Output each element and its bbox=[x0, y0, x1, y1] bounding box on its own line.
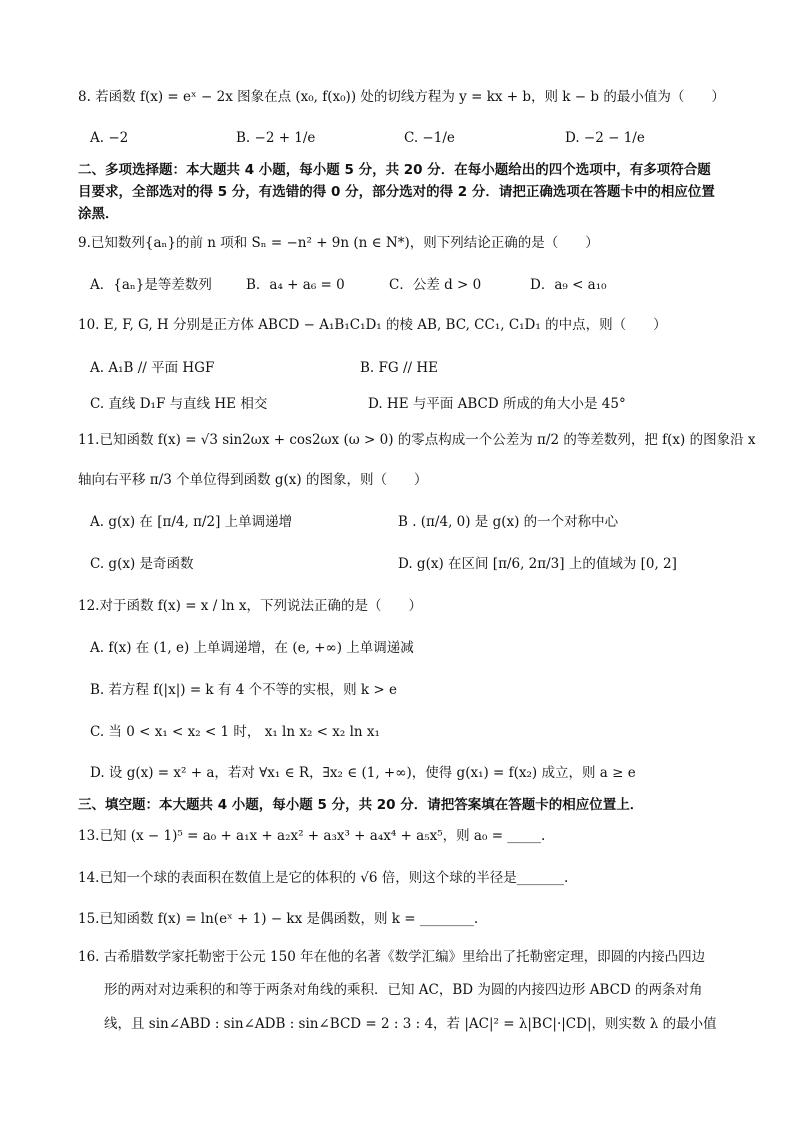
q8-option-b: B. −2 + 1/e bbox=[236, 130, 316, 146]
q11-option-b: B . (π/4, 0) 是 g(x) 的一个对称中心 bbox=[398, 514, 619, 530]
q9-option-d: D．a₉ < a₁₀ bbox=[530, 277, 607, 293]
q9-stem: 9.已知数列{aₙ}的前 n 项和 Sₙ = −n² + 9n (n ∈ N*)，则下列结论正确的是（ ） bbox=[78, 235, 599, 251]
q8-option-c: C. −1/e bbox=[404, 130, 455, 146]
section2-heading-line3: 涂黑． bbox=[78, 206, 119, 222]
q11-option-c: C. g(x) 是奇函数 bbox=[90, 556, 194, 572]
q14-stem: 14.已知一个球的表面积在数值上是它的体积的 √6 倍，则这个球的半径是_______. bbox=[78, 870, 569, 886]
section2-heading-line2: 目要求，全部选对的得 5 分，有选错的得 0 分，部分选对的得 2 分．请把正确选项在答题卡中的相应位置 bbox=[78, 184, 715, 200]
section2-heading-line1: 二、多项选择题：本大题共 4 小题，每小题 5 分，共 20 分．在每小题给出的四个选项中，有多项符合题 bbox=[78, 162, 711, 178]
q12-option-d: D. 设 g(x) = x² + a，若对 ∀x₁ ∈ R，∃x₂ ∈ (1, +∞)，使得 g(x₁) = f(x₂) 成立，则 a ≥ e bbox=[90, 765, 636, 781]
q12-option-c: C. 当 0 < x₁ < x₂ < 1 时， x₁ ln x₂ < x₂ ln x₁ bbox=[90, 724, 380, 740]
q11-stem-line2: 轴向右平移 π/3 个单位得到函数 g(x) 的图象，则（ ） bbox=[78, 472, 428, 488]
q11-option-d: D. g(x) 在区间 [π/6, 2π/3] 上的值域为 [0, 2] bbox=[398, 556, 677, 572]
q16-line1: 16. 古希腊数学家托勒密于公元 150 年在他的名著《数学汇编》里给出了托勒密定理，即圆的内接凸四边 bbox=[78, 949, 706, 965]
q12-option-b: B. 若方程 f(|x|) = k 有 4 个不等的实根，则 k > e bbox=[90, 682, 397, 698]
q15-stem: 15.已知函数 f(x) = ln(eˣ + 1) − kx 是偶函数，则 k = ________. bbox=[78, 911, 479, 927]
q12-option-a: A. f(x) 在 (1, e) 上单调递增，在 (e, +∞) 上单调递减 bbox=[90, 640, 414, 656]
q11-stem-line1: 11.已知函数 f(x) = √3 sin2ωx + cos2ωx (ω > 0) 的零点构成一个公差为 π/2 的等差数列，把 f(x) 的图象沿 x bbox=[78, 432, 756, 448]
q10-option-d: D. HE 与平面 ABCD 所成的角大小是 45° bbox=[368, 396, 626, 412]
q10-stem: 10. E, F, G, H 分别是正方体 ABCD − A₁B₁C₁D₁ 的棱 AB, BC, CC₁, C₁D₁ 的中点，则（ ） bbox=[78, 317, 667, 333]
q16-line2: 形的两对对边乘积的和等于两条对角线的乘积．已知 AC，BD 为圆的内接四边形 ABCD 的两条对角 bbox=[104, 982, 703, 998]
q9-option-a: A．{aₙ}是等差数列 bbox=[90, 277, 212, 293]
q10-option-c: C. 直线 D₁F 与直线 HE 相交 bbox=[90, 396, 268, 412]
q9-option-c: C．公差 d > 0 bbox=[389, 277, 482, 293]
q10-option-a: A. A₁B // 平面 HGF bbox=[90, 360, 215, 376]
q8-option-a: A. −2 bbox=[90, 130, 129, 146]
q9-option-b: B．a₄ + a₆ = 0 bbox=[246, 277, 345, 293]
q13-stem: 13.已知 (x − 1)⁵ = a₀ + a₁x + a₂x² + a₃x³ + a₄x⁴ + a₅x⁵，则 a₀ = _____. bbox=[78, 828, 546, 844]
q12-stem: 12.对于函数 f(x) = x / ln x，下列说法正确的是（ ） bbox=[78, 598, 422, 614]
q11-option-a: A. g(x) 在 [π/4, π/2] 上单调递增 bbox=[90, 514, 293, 530]
q8-stem: 8. 若函数 f(x) = eˣ − 2x 图象在点 (x₀, f(x₀)) 处的切线方程为 y = kx + b，则 k − b 的最小值为（ ） bbox=[78, 89, 725, 105]
q10-option-b: B. FG // HE bbox=[360, 360, 438, 376]
section3-heading: 三、填空题：本大题共 4 小题，每小题 5 分，共 20 分．请把答案填在答题卡的相应位置上． bbox=[78, 797, 644, 813]
q16-line3: 线，且 sin∠ABD : sin∠ADB : sin∠BCD = 2 : 3 : 4，若 |AC|² = λ|BC|·|CD|，则实数 λ 的最小值 bbox=[104, 1016, 717, 1032]
q8-option-d: D. −2 − 1/e bbox=[565, 130, 645, 146]
